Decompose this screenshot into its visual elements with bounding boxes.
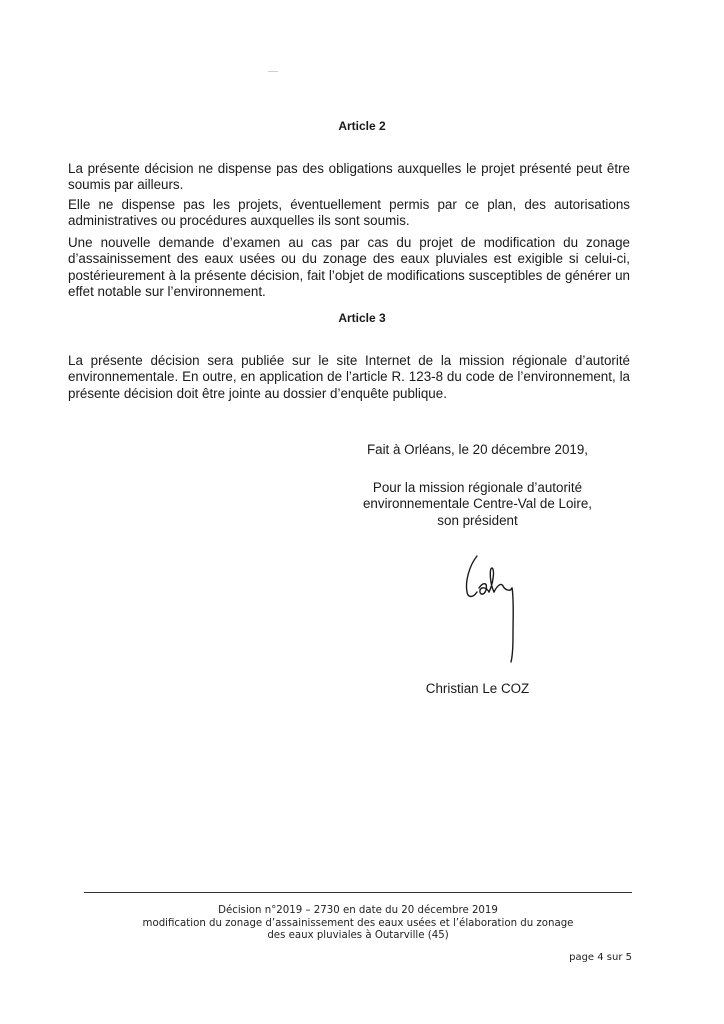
article-3-heading: Article 3 — [338, 311, 386, 325]
signatory-role — [350, 480, 605, 529]
signatory-name: Christian Le COZ — [425, 681, 530, 696]
place-and-date: Fait à Orléans, le 20 décembre 2019, — [366, 442, 589, 457]
footer-reference — [84, 905, 632, 943]
footer-line-1: Décision n°2019 – 2730 en date du 20 décembre 2019 — [218, 905, 498, 916]
role-line-3: son président — [437, 512, 518, 528]
footer-divider — [84, 892, 632, 893]
page-number: page 4 sur 5 — [569, 952, 632, 963]
role-line-1: Pour la mission régionale d’autorité — [372, 480, 583, 495]
footer-line-2: modification du zonage d’assainissement des eaux usées et l’élaboration du zonage — [142, 917, 574, 929]
footer-line-3: des eaux pluviales à Outarville (45) — [267, 930, 449, 942]
article-2-paragraph-1: La présente décision ne dispense pas des obligations auxquelles le projet présenté peut être soumis par ailleurs. — [68, 161, 630, 193]
article-2-paragraph-2: Elle ne dispense pas les projets, éventuellement permis par ce plan, des autorisations administratives ou procédures auxquelles ils sont soumis. — [68, 197, 630, 229]
article-2-heading: Article 2 — [338, 119, 386, 133]
scan-speck — [268, 71, 278, 72]
article-3-paragraph-1: La présente décision sera publiée sur le site Internet de la mission régionale d’autorité environnementale. En outre, en application de l’article R. 123-8 du code de l’environnement, la présente décision doit être jointe au dossier d’enquête publique. — [68, 353, 630, 401]
handwritten-signature — [455, 548, 535, 666]
article-2-paragraph-3: Une nouvelle demande d’examen au cas par cas du projet de modification du zonage d’assainissement des eaux usées ou du zonage des eaux pluviales est exigible si celui-ci, postérieurement à la présente décision, fait l’objet de modifications susceptibles de générer un effet notable sur l’environnement. — [68, 235, 630, 300]
role-line-2: environnementale Centre-Val de Loire, — [362, 496, 592, 512]
